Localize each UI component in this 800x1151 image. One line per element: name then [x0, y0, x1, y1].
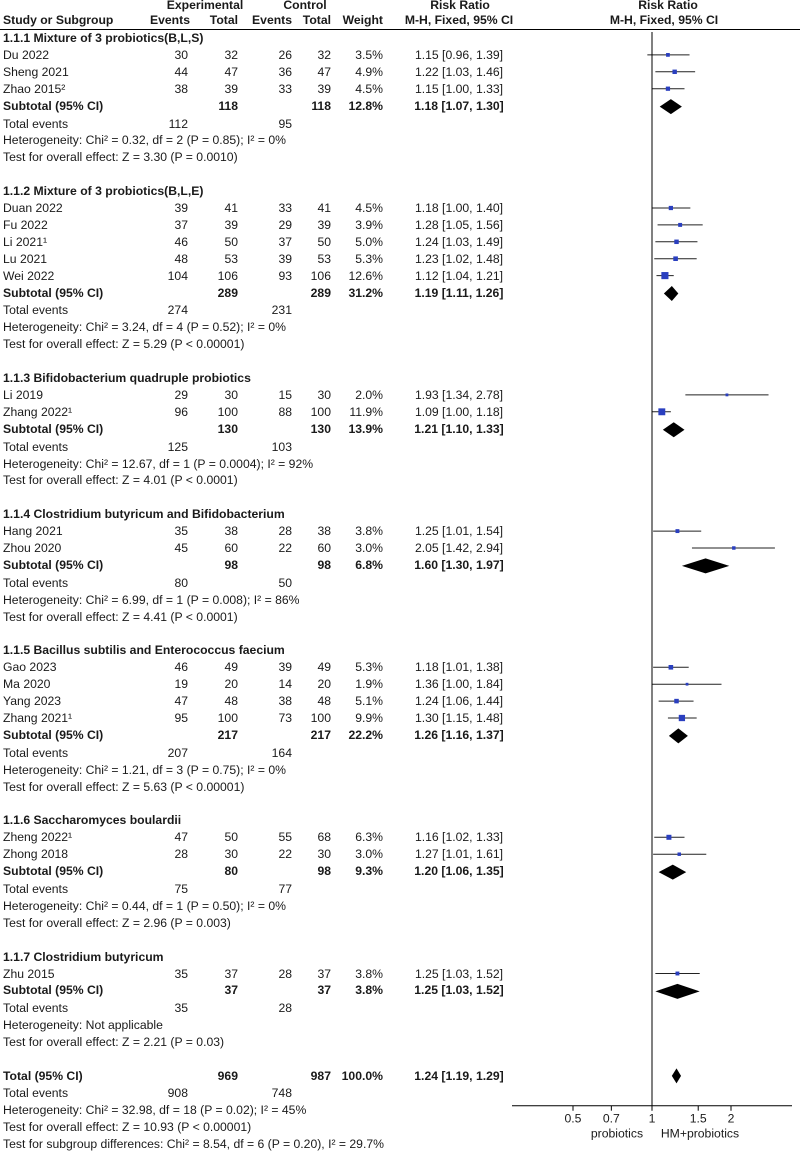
study-rr-ci: 1.18 [1.01, 1.38]: [414, 660, 504, 675]
study-5-3-point: [674, 699, 679, 704]
study-2-4-point: [673, 256, 678, 261]
ctrl-total: 39: [317, 81, 331, 96]
exp-events: 45: [174, 541, 188, 555]
subgroup-title: 1.1.7 Clostridium butyricum: [3, 949, 164, 964]
total-events-ctrl: 77: [278, 882, 292, 896]
subtotal-ctrl-total: 130: [310, 421, 331, 436]
subtotal-exp-total: 118: [218, 98, 238, 113]
exp-total: 38: [224, 524, 238, 539]
study-3-1-point: [726, 393, 729, 396]
study-name: Fu 2022: [3, 217, 48, 232]
overall-effect-text: Test for overall effect: Z = 5.29 (P < 0.00001): [3, 337, 245, 352]
total-ctrl-total: 987: [310, 1068, 331, 1083]
exp-total: 20: [224, 677, 238, 692]
study-rr-ci: 2.05 [1.42, 2.94]: [414, 541, 504, 555]
subtotal-weight: 12.8%: [348, 98, 383, 113]
study-2-3-point: [674, 240, 678, 244]
subtotal-rr-ci: 1.21 [1.10, 1.33]: [414, 421, 504, 436]
study-name: Zhang 2022¹: [3, 404, 73, 419]
ctrl-events: 36: [278, 64, 292, 79]
study-rr-ci: 1.16 [1.02, 1.33]: [414, 830, 504, 845]
study-name: Zhang 2021¹: [3, 711, 73, 725]
exp-events: 46: [174, 234, 188, 249]
study-rr-ci: 1.25 [1.03, 1.52]: [414, 966, 504, 981]
heterogeneity-text: Heterogeneity: Chi² = 0.32, df = 2 (P = 0.85); I² = 0%: [3, 133, 286, 148]
study-7-1-point: [675, 972, 679, 976]
total-events-ctrl: 50: [278, 575, 292, 590]
study-6-2-point: [678, 852, 681, 855]
study-weight: 6.3%: [355, 830, 383, 845]
exp-total: 48: [224, 694, 238, 709]
subtotal-exp-total: 217: [217, 727, 238, 742]
subtotal-label: Subtotal (95% CI): [3, 864, 104, 879]
exp-total: 100: [217, 711, 238, 725]
study-4-2-point: [732, 546, 735, 549]
ctrl-events-header: Events: [252, 13, 292, 27]
total-label: Total (95% CI): [3, 1068, 83, 1083]
total-events-label: Total events: [3, 1001, 69, 1016]
total-events-exp: 75: [174, 882, 188, 896]
overall-effect-text: Test for overall effect: Z = 3.30 (P = 0.0010): [3, 150, 238, 165]
subtotal-diamond-3: [663, 422, 685, 437]
total-events-label: Total events: [3, 1085, 69, 1100]
study-name: Zhou 2020: [3, 541, 62, 555]
ctrl-total: 68: [317, 830, 331, 845]
total-events-ctrl: 28: [278, 1001, 292, 1016]
study-weight: 5.3%: [355, 251, 383, 266]
study-name: Wei 2022: [3, 268, 55, 283]
ctrl-total: 32: [317, 47, 331, 62]
study-name: Duan 2022: [3, 201, 63, 215]
subtotal-rr-ci: 1.20 [1.06, 1.35]: [414, 864, 504, 879]
exp-events: 104: [167, 268, 188, 283]
study-weight: 11.9%: [349, 404, 383, 419]
study-name: Sheng 2021: [3, 64, 69, 79]
study-weight: 3.9%: [355, 217, 383, 232]
subtotal-rr-ci: 1.19 [1.11, 1.26]: [414, 285, 504, 300]
study-name: Zhong 2018: [3, 847, 69, 862]
study-rr-ci: 1.30 [1.15, 1.48]: [414, 711, 504, 725]
study-rr-ci: 1.28 [1.05, 1.56]: [414, 217, 504, 232]
study-rr-ci: 1.22 [1.03, 1.46]: [414, 64, 504, 79]
study-weight: 3.0%: [355, 847, 383, 862]
total-events-label: Total events: [3, 116, 69, 131]
x-tick-label: 1.5: [689, 1111, 707, 1126]
study-rr-ci: 1.24 [1.03, 1.49]: [414, 234, 504, 249]
total-events-exp: 125: [167, 439, 188, 454]
subtotal-exp-total: 98: [224, 557, 238, 572]
axis-label-left: probiotics: [590, 1126, 644, 1141]
heterogeneity-text: Heterogeneity: Not applicable: [3, 1018, 163, 1033]
overall-effect-text: Test for overall effect: Z = 2.21 (P = 0.03): [3, 1035, 225, 1050]
study-rr-ci: 1.23 [1.02, 1.48]: [414, 251, 504, 266]
ctrl-events: 38: [278, 694, 292, 709]
study-name: Yang 2023: [3, 694, 62, 709]
total-rr-ci: 1.24 [1.19, 1.29]: [414, 1068, 504, 1083]
ctrl-events: 22: [278, 847, 292, 862]
ctrl-events: 14: [278, 677, 292, 692]
exp-total: 47: [224, 64, 238, 79]
total-events-exp: 274: [167, 303, 188, 318]
study-weight: 2.0%: [355, 387, 383, 402]
ctrl-total: 50: [317, 234, 331, 249]
study-weight: 5.0%: [355, 234, 383, 249]
total-events-ctrl: 164: [271, 745, 292, 760]
total-events-exp: 908: [167, 1085, 188, 1100]
exp-events: 35: [174, 524, 188, 539]
subgroup-title: 1.1.2 Mixture of 3 probiotics(B,L,E): [3, 184, 204, 199]
exp-events: 46: [174, 660, 188, 675]
ctrl-total: 106: [310, 268, 331, 283]
subtotal-label: Subtotal (95% CI): [3, 983, 104, 998]
study-weight: 3.0%: [355, 541, 383, 555]
ctrl-total: 100: [310, 404, 331, 419]
x-tick-label: 2: [727, 1111, 735, 1126]
exp-total: 32: [224, 47, 238, 62]
ctrl-total: 39: [317, 217, 331, 232]
study-2-5-point: [661, 272, 668, 279]
study-column-header: Study or Subgroup: [3, 13, 114, 27]
subtotal-exp-total: 289: [217, 285, 238, 300]
x-tick-label: 0.5: [564, 1111, 582, 1126]
subtotal-label: Subtotal (95% CI): [3, 557, 104, 572]
study-5-4-point: [679, 715, 685, 721]
study-rr-ci: 1.93 [1.34, 2.78]: [414, 387, 504, 402]
exp-events: 35: [174, 966, 188, 981]
total-exp-total: 969: [217, 1068, 238, 1083]
ctrl-total: 37: [317, 966, 331, 981]
study-weight: 9.9%: [355, 711, 383, 725]
exp-events: 19: [174, 677, 188, 692]
study-3-2-point: [658, 408, 665, 415]
exp-total: 60: [224, 541, 238, 555]
total-overall-effect-text: Test for overall effect: Z = 10.93 (P < 0.00001): [3, 1119, 252, 1134]
control-header: Control: [283, 0, 327, 12]
study-rr-ci: 1.27 [1.01, 1.61]: [414, 847, 504, 862]
study-5-2-point: [686, 683, 689, 686]
subgroup-title: 1.1.5 Bacillus subtilis and Enterococcus faecium: [3, 643, 285, 658]
subgroup-title: 1.1.3 Bifidobacterium quadruple probiotics: [3, 371, 251, 385]
ctrl-total: 49: [317, 660, 331, 675]
total-events-ctrl: 748: [271, 1085, 292, 1100]
subgroup-title: 1.1.4 Clostridium butyricum and Bifidobacterium: [3, 507, 285, 522]
overall-effect-text: Test for overall effect: Z = 4.01 (P < 0.0001): [3, 473, 238, 488]
total-events-exp: 112: [168, 116, 188, 131]
study-name: Li 2021¹: [3, 234, 48, 249]
exp-events: 30: [174, 47, 188, 62]
ctrl-total: 53: [317, 251, 331, 266]
ctrl-total: 38: [317, 524, 331, 539]
study-rr-ci: 1.25 [1.01, 1.54]: [414, 524, 504, 539]
exp-events-header: Events: [150, 13, 190, 27]
subtotal-ctrl-total: 217: [310, 727, 331, 742]
subtotal-diamond-6: [659, 865, 687, 880]
subtotal-exp-total: 80: [224, 864, 238, 879]
heterogeneity-text: Heterogeneity: Chi² = 1.21, df = 3 (P = 0.75); I² = 0%: [3, 762, 286, 777]
experimental-header: Experimental: [166, 0, 244, 12]
risk-ratio-header: Risk Ratio: [430, 0, 490, 12]
total-weight: 100.0%: [341, 1068, 383, 1083]
total-events-label: Total events: [3, 303, 69, 318]
ctrl-events: 29: [278, 217, 292, 232]
weight-header: Weight: [342, 13, 383, 27]
exp-events: 48: [174, 251, 188, 266]
exp-events: 28: [174, 847, 188, 862]
ctrl-total: 41: [317, 201, 331, 215]
study-rr-ci: 1.09 [1.00, 1.18]: [414, 404, 504, 419]
study-rr-ci: 1.15 [0.96, 1.39]: [414, 47, 504, 62]
subtotal-weight: 9.3%: [355, 864, 383, 879]
exp-total: 30: [224, 847, 238, 862]
study-weight: 5.3%: [355, 660, 383, 675]
ctrl-total: 20: [317, 677, 331, 692]
study-weight: 3.8%: [355, 966, 383, 981]
subtotal-exp-total: 37: [224, 983, 238, 998]
subgroup-differences-text: Test for subgroup differences: Chi² = 8.54, df = 6 (P = 0.20), I² = 29.7%: [3, 1136, 384, 1151]
study-rr-ci: 1.18 [1.00, 1.40]: [414, 201, 504, 215]
total-events-ctrl: 103: [271, 439, 292, 454]
heterogeneity-text: Heterogeneity: Chi² = 0.44, df = 1 (P = 0.50); I² = 0%: [3, 898, 286, 913]
exp-total: 41: [224, 201, 238, 215]
total-heterogeneity-text: Heterogeneity: Chi² = 32.98, df = 18 (P = 0.02); I² = 45%: [3, 1102, 307, 1117]
ctrl-events: 28: [278, 966, 292, 981]
overall-effect-text: Test for overall effect: Z = 2.96 (P = 0.003): [3, 915, 231, 930]
subtotal-weight: 13.9%: [348, 421, 383, 436]
study-name: Zhao 2015²: [3, 81, 66, 96]
ctrl-events: 15: [278, 387, 292, 402]
exp-total: 39: [224, 81, 238, 96]
study-weight: 4.5%: [355, 201, 383, 215]
study-name: Zheng 2022¹: [3, 830, 73, 845]
ctrl-total: 100: [310, 711, 331, 725]
subtotal-ctrl-total: 37: [317, 983, 331, 998]
study-weight: 5.1%: [355, 694, 383, 709]
total-diamond: [672, 1068, 681, 1083]
study-rr-ci: 1.15 [1.00, 1.33]: [414, 81, 504, 96]
study-weight: 4.9%: [355, 64, 383, 79]
risk-ratio-plot-header: Risk Ratio: [638, 0, 698, 12]
subtotal-diamond-7: [655, 984, 699, 999]
axis-label-right: HM+probiotics: [660, 1126, 740, 1141]
ctrl-events: 28: [278, 524, 292, 539]
subtotal-exp-total: 130: [217, 421, 238, 436]
study-rr-ci: 1.24 [1.06, 1.44]: [414, 694, 504, 709]
study-1-2-point: [672, 70, 676, 74]
study-rr-ci: 1.36 [1.00, 1.84]: [414, 677, 504, 692]
study-rr-ci: 1.12 [1.04, 1.21]: [414, 268, 504, 283]
total-events-label: Total events: [3, 575, 69, 590]
subtotal-diamond-2: [664, 286, 678, 301]
ctrl-total: 48: [317, 694, 331, 709]
study-weight: 3.5%: [355, 47, 383, 62]
heterogeneity-text: Heterogeneity: Chi² = 6.99, df = 1 (P = 0.008); I² = 86%: [3, 592, 300, 607]
exp-events: 95: [174, 711, 188, 725]
subtotal-rr-ci: 1.18 [1.07, 1.30]: [414, 98, 504, 113]
ctrl-events: 55: [278, 830, 292, 845]
heterogeneity-text: Heterogeneity: Chi² = 12.67, df = 1 (P = 0.0004); I² = 92%: [3, 456, 314, 471]
exp-total: 49: [224, 660, 238, 675]
ctrl-total-header: Total: [302, 13, 331, 27]
subtotal-rr-ci: 1.60 [1.30, 1.97]: [414, 557, 504, 572]
total-events-exp: 80: [174, 575, 188, 590]
exp-events: 39: [174, 201, 188, 215]
ctrl-events: 33: [278, 201, 292, 215]
study-2-2-point: [678, 223, 682, 227]
study-name: Gao 2023: [3, 660, 57, 675]
ctrl-events: 88: [278, 404, 292, 419]
study-name: Du 2022: [3, 47, 50, 62]
ctrl-events: 26: [278, 47, 292, 62]
subtotal-ctrl-total: 118: [311, 98, 331, 113]
study-4-1-point: [675, 529, 679, 533]
study-name: Hang 2021: [3, 524, 63, 539]
exp-events: 38: [174, 81, 188, 96]
exp-events: 44: [174, 64, 188, 79]
ctrl-total: 30: [317, 847, 331, 862]
heterogeneity-text: Heterogeneity: Chi² = 3.24, df = 4 (P = 0.52); I² = 0%: [3, 320, 286, 335]
exp-total: 50: [224, 234, 238, 249]
exp-total: 100: [217, 404, 238, 419]
total-events-ctrl: 231: [271, 303, 292, 318]
subgroup-title: 1.1.1 Mixture of 3 probiotics(B,L,S): [3, 31, 204, 45]
rr-plot-method-header: M-H, Fixed, 95% CI: [609, 13, 719, 27]
subtotal-diamond-4: [682, 558, 729, 573]
subtotal-weight: 3.8%: [355, 983, 383, 998]
study-name: Ma 2020: [3, 677, 51, 692]
total-events-label: Total events: [3, 439, 69, 454]
study-weight: 3.8%: [355, 524, 383, 539]
subtotal-diamond-1: [660, 99, 682, 114]
overall-effect-text: Test for overall effect: Z = 4.41 (P < 0.0001): [3, 609, 238, 624]
x-tick-label: 1: [648, 1111, 656, 1126]
exp-total: 30: [224, 387, 238, 402]
study-2-1-point: [669, 206, 673, 210]
exp-total: 50: [224, 830, 238, 845]
total-events-label: Total events: [3, 882, 69, 896]
ctrl-events: 73: [278, 711, 292, 725]
total-events-exp: 207: [167, 745, 188, 760]
ctrl-events: 22: [278, 541, 292, 555]
exp-total-header: Total: [209, 13, 238, 27]
study-name: Lu 2021: [3, 251, 48, 266]
subtotal-ctrl-total: 98: [317, 557, 331, 572]
x-tick-label: 0.7: [602, 1111, 620, 1126]
rr-method-header: M-H, Fixed, 95% CI: [404, 13, 514, 27]
study-1-3-point: [666, 87, 670, 91]
study-name: Li 2019: [3, 387, 43, 402]
subtotal-weight: 6.8%: [355, 557, 383, 572]
exp-total: 39: [224, 217, 238, 232]
overall-effect-text: Test for overall effect: Z = 5.63 (P < 0.00001): [3, 779, 245, 794]
total-events-exp: 35: [174, 1001, 188, 1016]
subtotal-label: Subtotal (95% CI): [3, 727, 104, 742]
subtotal-label: Subtotal (95% CI): [3, 98, 104, 113]
ctrl-events: 33: [278, 81, 292, 96]
total-events-ctrl: 95: [278, 116, 292, 131]
subtotal-ctrl-total: 289: [310, 285, 331, 300]
subtotal-weight: 22.2%: [348, 727, 383, 742]
study-weight: 12.6%: [348, 268, 383, 283]
exp-total: 106: [217, 268, 238, 283]
ctrl-total: 30: [317, 387, 331, 402]
ctrl-events: 37: [278, 234, 292, 249]
subtotal-label: Subtotal (95% CI): [3, 285, 104, 300]
study-weight: 4.5%: [355, 81, 383, 96]
total-events-label: Total events: [3, 745, 69, 760]
subgroup-title: 1.1.6 Saccharomyces boulardii: [3, 813, 182, 828]
exp-events: 47: [174, 694, 188, 709]
exp-events: 29: [174, 387, 188, 402]
subtotal-diamond-5: [669, 728, 688, 743]
study-1-1-point: [666, 53, 670, 57]
subtotal-ctrl-total: 98: [317, 864, 331, 879]
study-5-1-point: [669, 665, 674, 670]
subtotal-rr-ci: 1.25 [1.03, 1.52]: [414, 983, 504, 998]
ctrl-events: 39: [278, 251, 292, 266]
subtotal-label: Subtotal (95% CI): [3, 421, 104, 436]
ctrl-total: 47: [317, 64, 331, 79]
exp-events: 37: [174, 217, 188, 232]
ctrl-events: 93: [278, 268, 292, 283]
study-6-1-point: [666, 835, 671, 840]
subtotal-rr-ci: 1.26 [1.16, 1.37]: [414, 727, 504, 742]
study-name: Zhu 2015: [3, 966, 55, 981]
subtotal-weight: 31.2%: [348, 285, 383, 300]
study-weight: 1.9%: [355, 677, 383, 692]
ctrl-events: 39: [278, 660, 292, 675]
exp-total: 53: [224, 251, 238, 266]
ctrl-total: 60: [317, 541, 331, 555]
exp-events: 96: [174, 404, 188, 419]
exp-total: 37: [224, 966, 238, 981]
exp-events: 47: [174, 830, 188, 845]
